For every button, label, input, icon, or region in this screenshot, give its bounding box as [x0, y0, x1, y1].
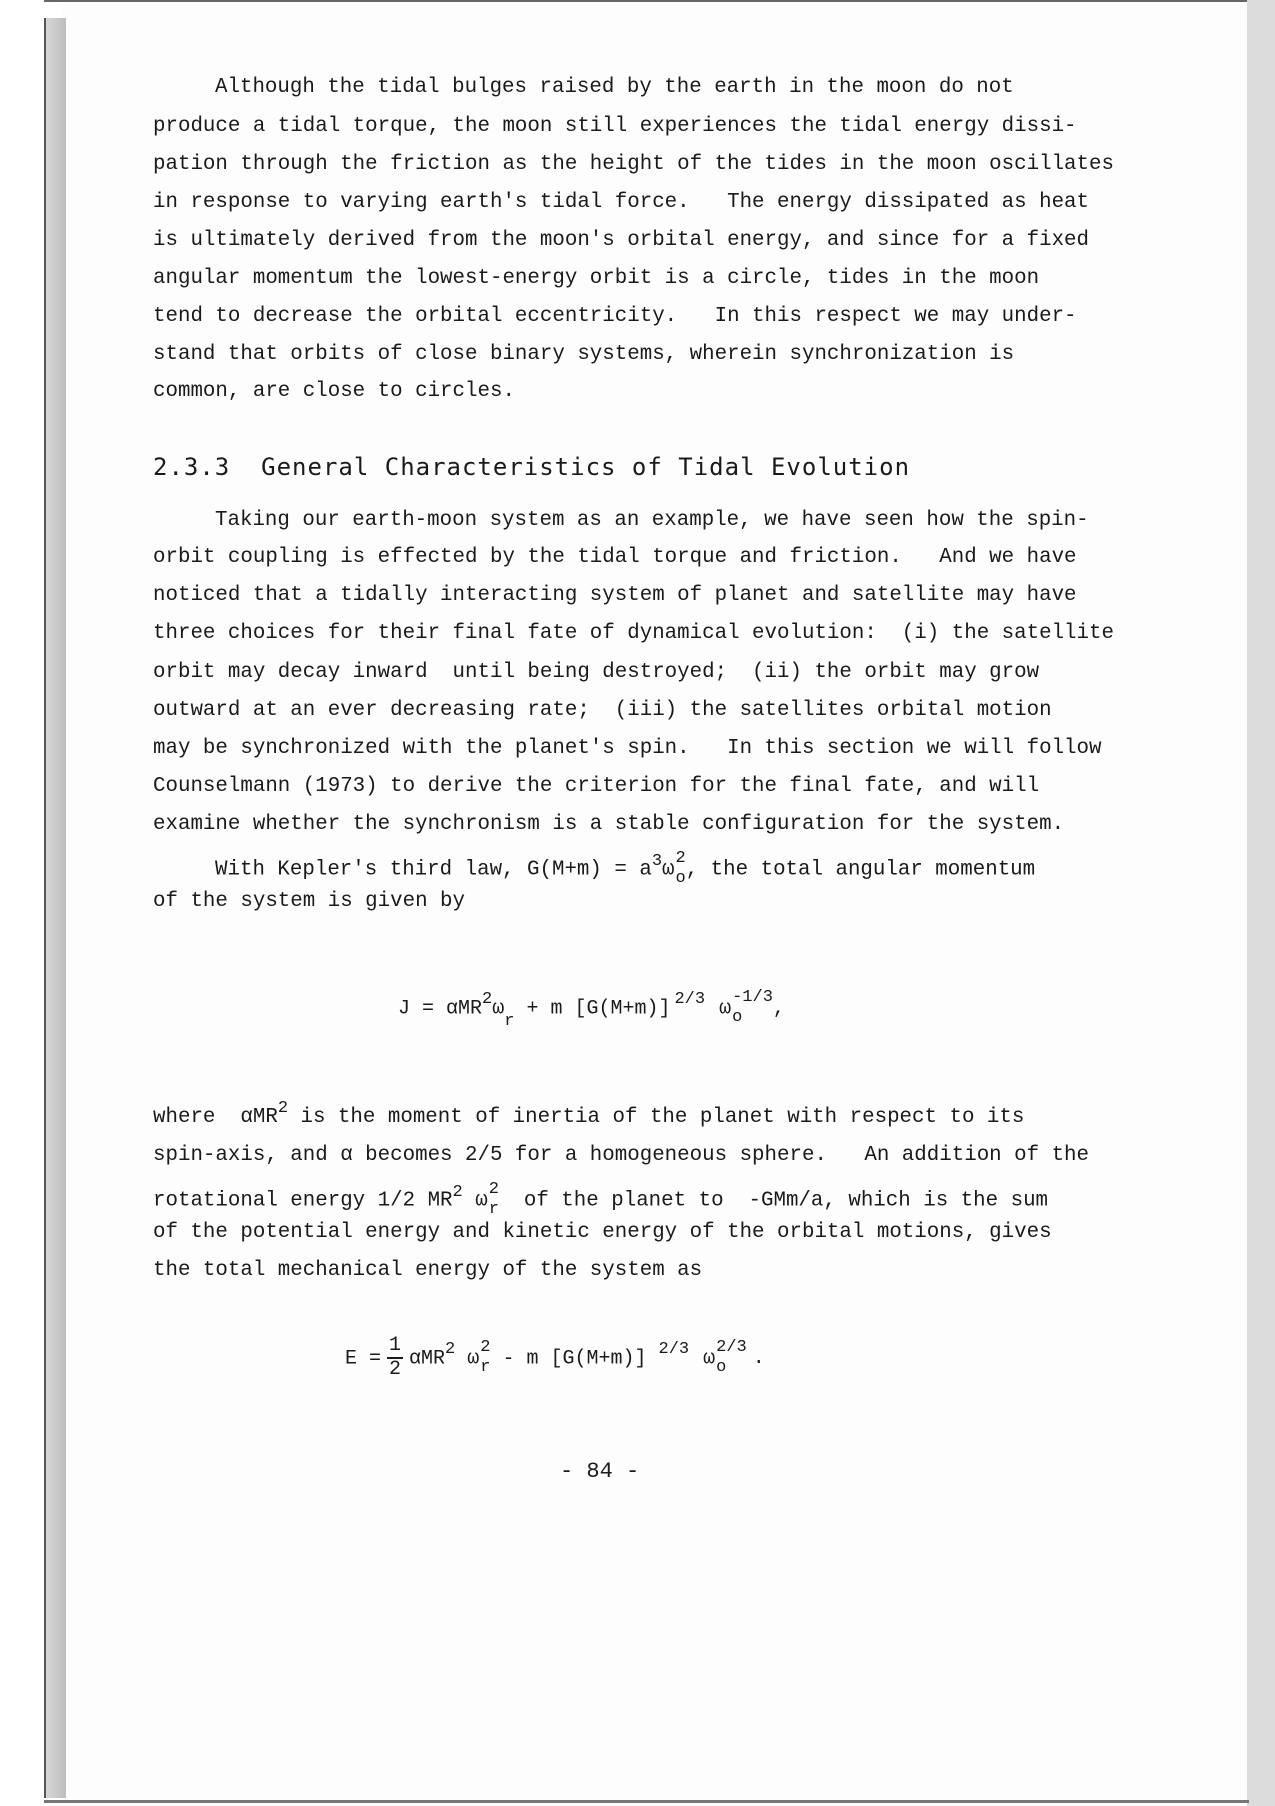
subscript: r: [480, 1358, 491, 1377]
subscript: r: [488, 1200, 499, 1219]
omega: ω: [492, 997, 505, 1021]
omega: ω: [703, 1347, 716, 1371]
section-heading: 2.3.3 General Characteristics of Tidal Evolution: [153, 453, 911, 481]
text-line: Taking our earth-moon system as an example, we have seen how the spin-: [215, 509, 1089, 532]
text: where αMR: [153, 1106, 278, 1129]
text: , the total angular momentum: [685, 858, 1036, 882]
omega: ω: [462, 1189, 488, 1213]
omega: ω: [719, 997, 732, 1021]
subscript: r: [504, 1012, 515, 1032]
sup-sub: [716, 1338, 747, 1378]
text-line: examine whether the synchronism is a stable configuration for the system.: [153, 813, 1065, 836]
text-line: orbit may decay inward until being destroyed; (ii) the orbit may grow: [153, 661, 1040, 684]
sup-sub: [676, 849, 686, 889]
text-line: the total mechanical energy of the system as: [153, 1259, 703, 1282]
sup-sub: [489, 1180, 499, 1220]
text-line: of the system is given by: [153, 890, 466, 913]
text: of the planet to -GMm/a, which is the sum: [498, 1189, 1049, 1213]
text: rotational energy 1/2 MR: [153, 1189, 453, 1213]
text-line: spin-axis, and α becomes 2/5 for a homogeneous sphere. An addition of the: [153, 1144, 1090, 1167]
superscript: 2: [675, 849, 686, 868]
text-line: produce a tidal torque, the moon still experiences the tidal energy dissi-: [153, 115, 1077, 138]
text-line: pation through the friction as the height of the tides in the moon oscillates: [153, 153, 1114, 176]
text: is the moment of inertia of the planet with respect to its: [288, 1106, 1025, 1129]
equation-angular-momentum: [398, 988, 785, 1032]
text-line: [153, 1180, 1048, 1220]
text-line: is ultimately derived from the moon's orbital energy, and since for a fixed: [153, 229, 1090, 252]
numerator: 1: [389, 1334, 402, 1357]
exponent: 2: [452, 1182, 463, 1202]
text-line: outward at an ever decreasing rate; (iii) the satellites orbital motion: [153, 699, 1052, 722]
kepler-law-line: [215, 849, 1035, 889]
text-line: stand that orbits of close binary systems, wherein synchronization is: [153, 343, 1015, 366]
text-line: tend to decrease the orbital eccentricity. In this respect we may under-: [153, 305, 1077, 328]
subscript: o: [675, 869, 686, 888]
text-line: Counselmann (1973) to derive the criterion for the final fate, and will: [153, 775, 1040, 798]
superscript: 2: [480, 1338, 491, 1357]
scan-right-margin: [1247, 0, 1275, 1806]
text-line: [153, 1099, 1025, 1134]
superscript: 2/3: [716, 1338, 747, 1357]
text-line: common, are close to circles.: [153, 380, 515, 403]
superscript: -1/3: [732, 988, 773, 1007]
text-line: in response to varying earth's tidal force. The energy dissipated as heat: [153, 191, 1090, 214]
eq-term: .: [752, 1347, 765, 1371]
sup-sub: [732, 988, 773, 1028]
eq-term: + m [G(M+m)]: [514, 997, 671, 1021]
text-line: may be synchronized with the planet's spin. In this section we will follow: [153, 737, 1102, 760]
subscript: o: [716, 1358, 727, 1377]
exponent: 2/3: [674, 990, 706, 1010]
superscript: 2: [488, 1180, 499, 1199]
exponent: 2: [445, 1340, 456, 1360]
subscript: o: [732, 1008, 743, 1027]
exponent: 2/3: [658, 1340, 690, 1360]
text-line: noticed that a tidally interacting system of planet and satellite may have: [153, 584, 1077, 607]
exponent: 3: [651, 851, 663, 871]
exponent: 2: [482, 990, 493, 1010]
eq-term: - m [G(M+m)]: [490, 1347, 647, 1371]
text-line: of the potential energy and kinetic energy of the orbital motions, gives: [153, 1221, 1052, 1244]
text-line: orbit coupling is effected by the tidal torque and friction. And we have: [153, 546, 1077, 569]
omega: ω: [662, 858, 675, 882]
text-line: three choices for their final fate of dynamical evolution: (i) the satellite: [153, 622, 1114, 645]
page-bottom-edge: [44, 1800, 1249, 1803]
fraction: [387, 1335, 403, 1381]
equation-energy: [345, 1335, 765, 1381]
denominator: 2: [389, 1358, 402, 1381]
eq-term: αMR: [409, 1347, 446, 1371]
exponent: 2: [277, 1099, 289, 1118]
page-left-edge: [44, 18, 66, 1798]
page-number: - 84 -: [560, 1459, 640, 1484]
sup-sub: [480, 1338, 490, 1378]
text-line: angular momentum the lowest-energy orbit is a circle, tides in the moon: [153, 267, 1040, 290]
eq-term: E =: [345, 1347, 382, 1371]
eq-term: ,: [772, 997, 785, 1021]
text-line: Although the tidal bulges raised by the earth in the moon do not: [215, 76, 1014, 99]
omega: ω: [455, 1347, 480, 1371]
eq-term: J = αMR: [398, 997, 483, 1021]
text: With Kepler's third law, G(M+m) = a: [215, 858, 652, 882]
